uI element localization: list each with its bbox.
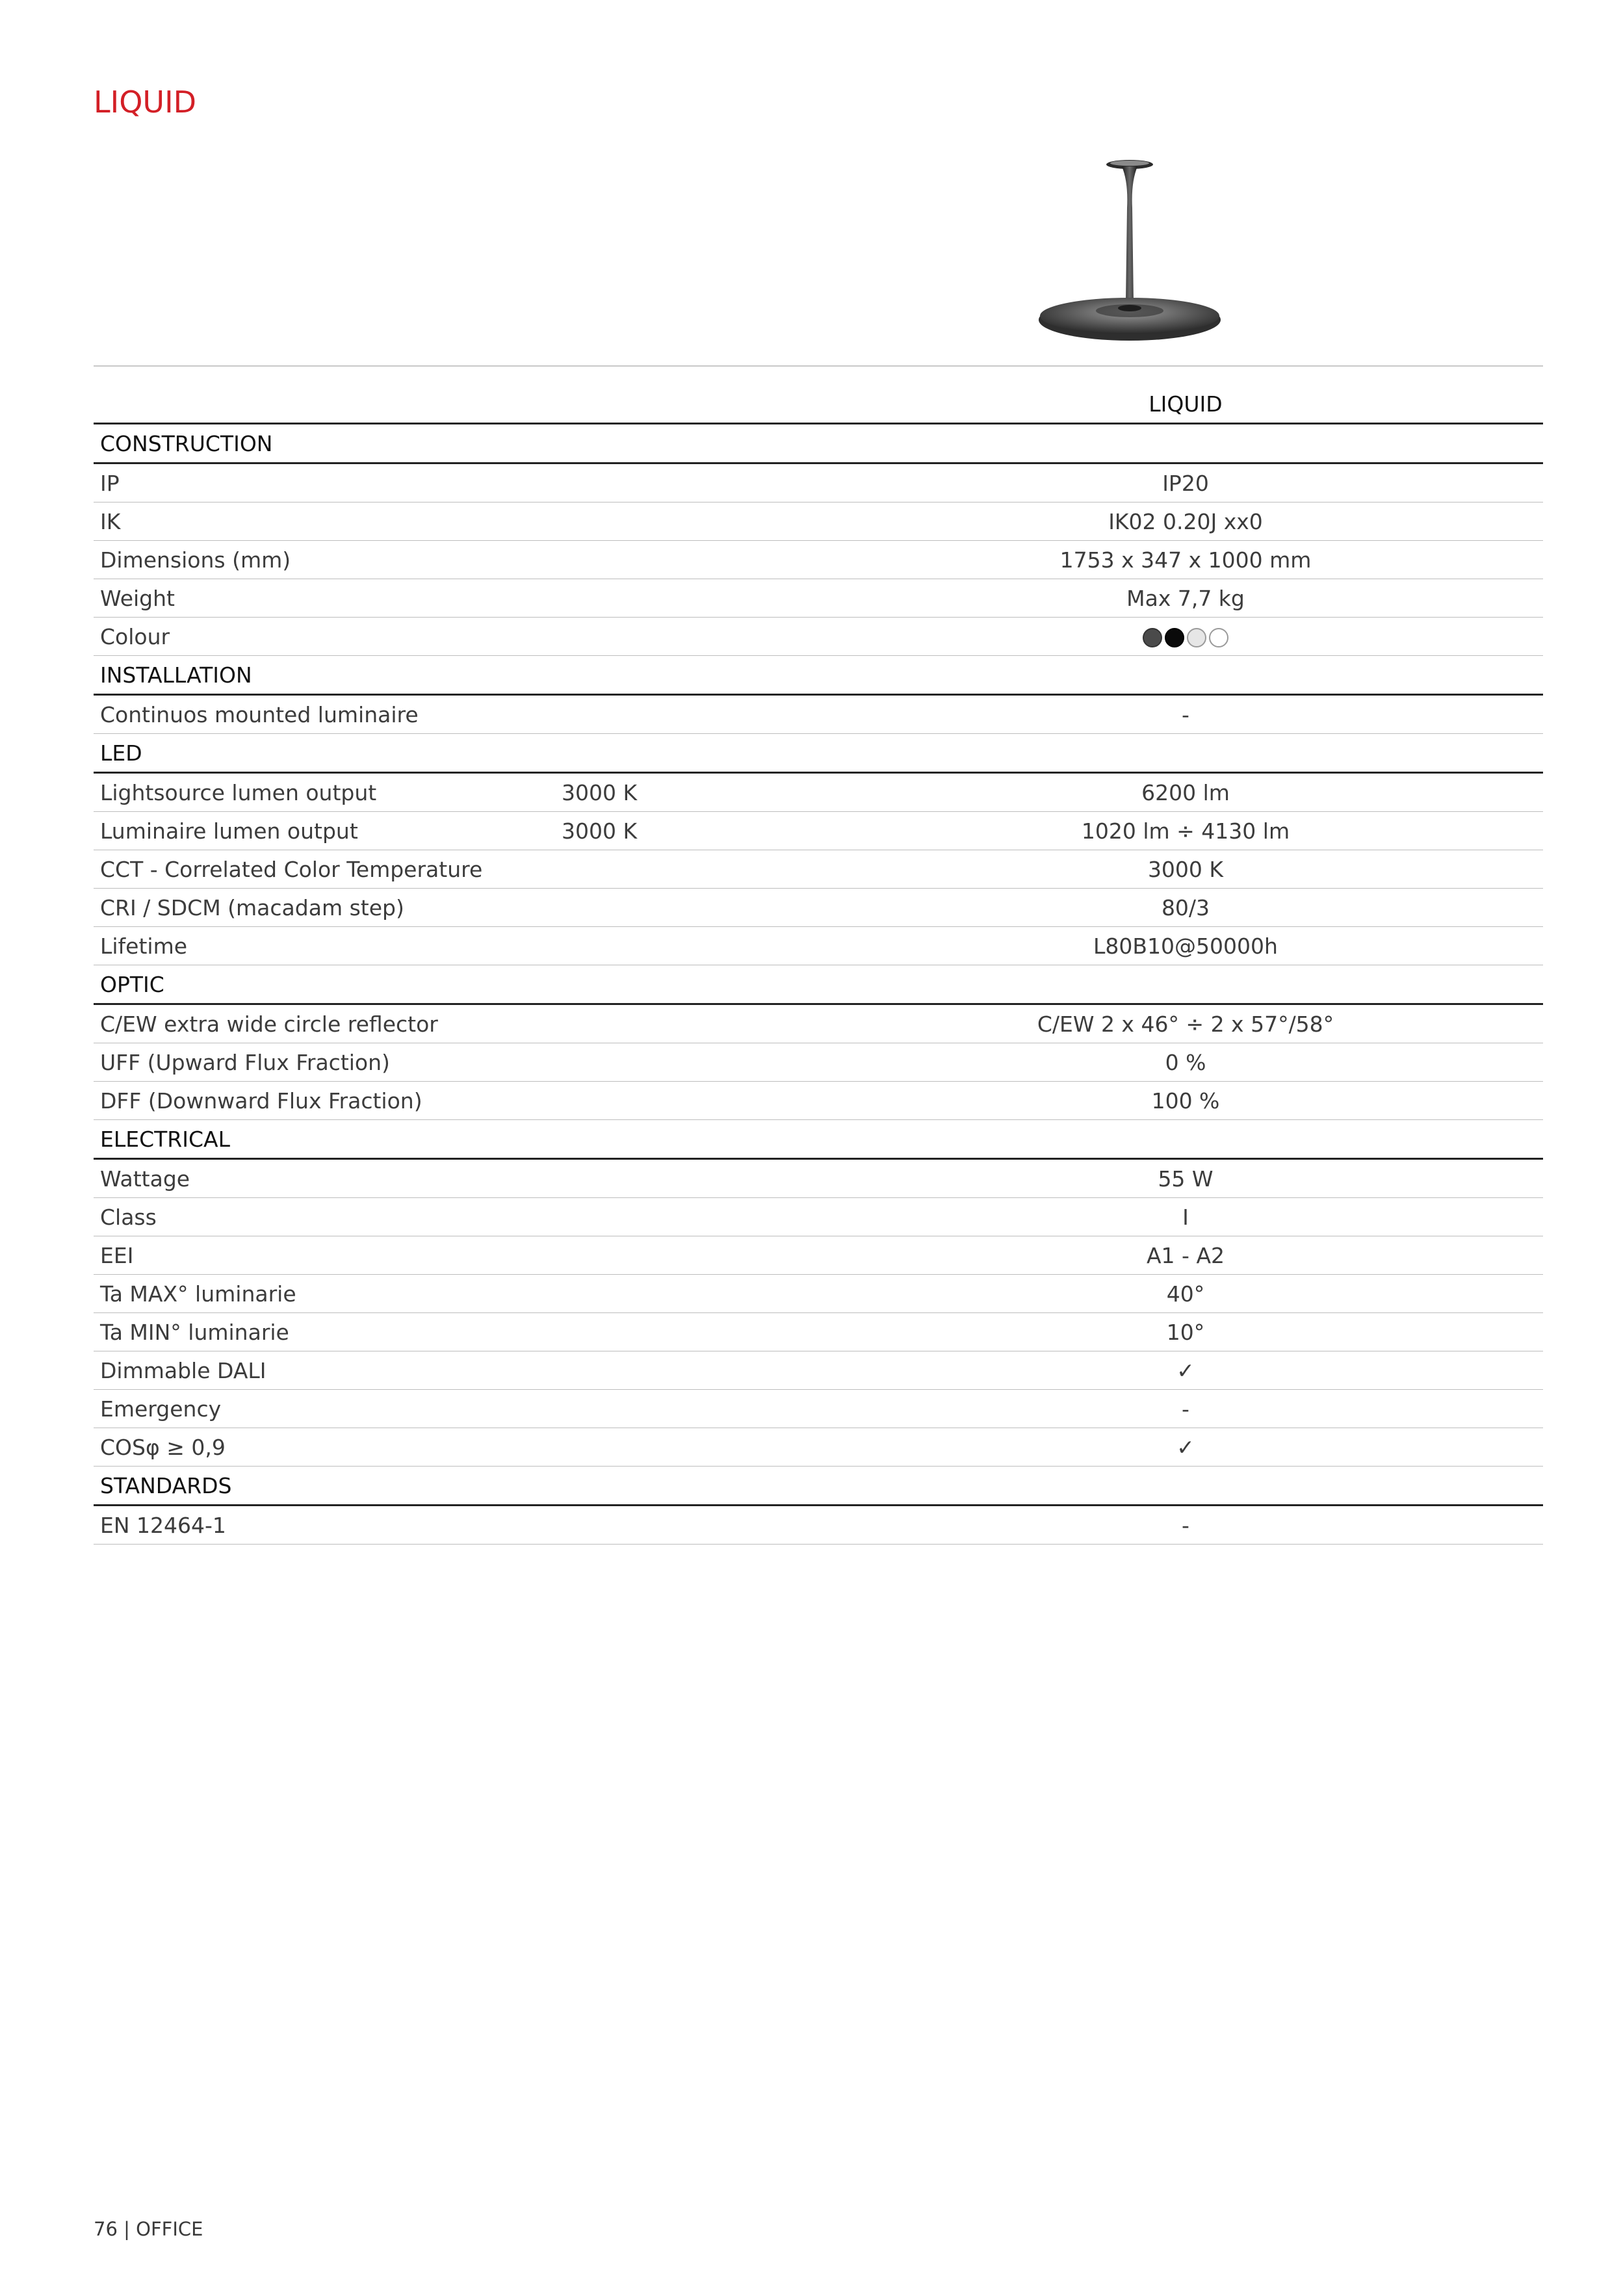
row-value: 10° xyxy=(828,1313,1543,1351)
section-header-row xyxy=(94,1120,1543,1159)
row-condition xyxy=(555,695,828,734)
section-blank-cell xyxy=(555,1120,828,1159)
section-blank-cell xyxy=(828,734,1543,773)
column-header-product: LIQUID xyxy=(828,385,1543,424)
section-blank-cell xyxy=(555,734,828,773)
page-title: LIQUID xyxy=(94,85,197,120)
section-blank-cell xyxy=(555,1467,828,1506)
table-row xyxy=(94,1351,1543,1390)
section-blank-cell xyxy=(555,424,828,463)
row-value: 80/3 xyxy=(828,889,1543,927)
row-condition xyxy=(555,1428,828,1467)
row-value: 1020 lm ÷ 4130 lm xyxy=(828,812,1543,850)
section-blank-cell xyxy=(828,424,1543,463)
pendant-lamp-image xyxy=(1027,156,1235,351)
row-condition xyxy=(555,1004,828,1043)
table-row xyxy=(94,1159,1543,1198)
row-condition: 3000 K xyxy=(555,812,828,850)
footer-separator: | xyxy=(123,2218,130,2240)
row-label: EEI xyxy=(94,1236,555,1275)
row-label: CCT - Correlated Color Temperature xyxy=(94,850,555,889)
row-label: Dimmable DALI xyxy=(94,1351,555,1390)
table-header-row xyxy=(94,385,1543,424)
section-header-row xyxy=(94,1467,1543,1506)
row-condition xyxy=(555,889,828,927)
table-row xyxy=(94,1313,1543,1351)
row-label: IP xyxy=(94,463,555,502)
row-label: COSφ ≥ 0,9 xyxy=(94,1428,555,1467)
section-title: OPTIC xyxy=(94,965,555,1004)
row-condition xyxy=(555,1351,828,1390)
row-condition xyxy=(555,618,828,656)
page-number: 76 xyxy=(94,2218,118,2240)
row-value: 40° xyxy=(828,1275,1543,1313)
row-value: 55 W xyxy=(828,1159,1543,1198)
section-title: CONSTRUCTION xyxy=(94,424,555,463)
row-value: 3000 K xyxy=(828,850,1543,889)
section-blank-cell xyxy=(828,656,1543,695)
row-label: EN 12464-1 xyxy=(94,1506,555,1545)
colour-swatch xyxy=(1143,628,1162,647)
row-condition xyxy=(555,463,828,502)
row-value: 100 % xyxy=(828,1082,1543,1120)
table-row xyxy=(94,927,1543,965)
row-label: IK xyxy=(94,502,555,541)
table-row xyxy=(94,579,1543,618)
row-label: Luminaire lumen output xyxy=(94,812,555,850)
section-header-row xyxy=(94,656,1543,695)
colour-swatch xyxy=(1209,628,1228,647)
row-label: Ta MIN° luminarie xyxy=(94,1313,555,1351)
row-condition xyxy=(555,1390,828,1428)
row-label: CRI / SDCM (macadam step) xyxy=(94,889,555,927)
table-row xyxy=(94,1198,1543,1236)
table-row xyxy=(94,1082,1543,1120)
row-value: - xyxy=(828,1506,1543,1545)
row-condition xyxy=(555,1043,828,1082)
table-row xyxy=(94,502,1543,541)
table-row xyxy=(94,850,1543,889)
row-condition: 3000 K xyxy=(555,773,828,812)
row-condition xyxy=(555,1506,828,1545)
row-condition xyxy=(555,1236,828,1275)
header-divider xyxy=(94,365,1543,367)
row-label: UFF (Upward Flux Fraction) xyxy=(94,1043,555,1082)
section-blank-cell xyxy=(828,1120,1543,1159)
section-blank-cell xyxy=(555,656,828,695)
spec-table xyxy=(94,385,1543,1545)
table-row xyxy=(94,695,1543,734)
row-condition xyxy=(555,1198,828,1236)
row-value: ✓ xyxy=(828,1428,1543,1467)
footer-section: OFFICE xyxy=(136,2218,203,2240)
section-blank-cell xyxy=(828,1467,1543,1506)
page-footer xyxy=(94,2218,203,2240)
colour-swatch xyxy=(1187,628,1206,647)
row-label: Dimensions (mm) xyxy=(94,541,555,579)
row-value: L80B10@50000h xyxy=(828,927,1543,965)
row-condition xyxy=(555,1275,828,1313)
row-label: Lifetime xyxy=(94,927,555,965)
row-condition xyxy=(555,1159,828,1198)
row-label: Class xyxy=(94,1198,555,1236)
colour-swatches xyxy=(828,618,1543,656)
table-row xyxy=(94,1506,1543,1545)
row-condition xyxy=(555,1313,828,1351)
row-value: 6200 lm xyxy=(828,773,1543,812)
table-row xyxy=(94,1275,1543,1313)
swatch-group xyxy=(1143,628,1228,647)
row-label: Weight xyxy=(94,579,555,618)
section-blank-cell xyxy=(555,965,828,1004)
table-row xyxy=(94,773,1543,812)
row-value: A1 - A2 xyxy=(828,1236,1543,1275)
row-value: IK02 0.20J xx0 xyxy=(828,502,1543,541)
row-condition xyxy=(555,1082,828,1120)
row-value: 0 % xyxy=(828,1043,1543,1082)
row-condition xyxy=(555,850,828,889)
table-row xyxy=(94,1004,1543,1043)
table-row xyxy=(94,1236,1543,1275)
row-value: IP20 xyxy=(828,463,1543,502)
section-header-row xyxy=(94,424,1543,463)
section-blank-cell xyxy=(828,965,1543,1004)
row-label: Ta MAX° luminarie xyxy=(94,1275,555,1313)
table-row xyxy=(94,1428,1543,1467)
table-row xyxy=(94,463,1543,502)
row-label: DFF (Downward Flux Fraction) xyxy=(94,1082,555,1120)
colour-swatch xyxy=(1165,628,1184,647)
row-value: Max 7,7 kg xyxy=(828,579,1543,618)
row-value: 1753 x 347 x 1000 mm xyxy=(828,541,1543,579)
row-value: I xyxy=(828,1198,1543,1236)
row-condition xyxy=(555,579,828,618)
table-row xyxy=(94,889,1543,927)
section-title: STANDARDS xyxy=(94,1467,555,1506)
row-label: Continuos mounted luminaire xyxy=(94,695,555,734)
header-blank-cell xyxy=(555,385,828,424)
row-value: C/EW 2 x 46° ÷ 2 x 57°/58° xyxy=(828,1004,1543,1043)
row-value: ✓ xyxy=(828,1351,1543,1390)
table-row xyxy=(94,812,1543,850)
section-title: ELECTRICAL xyxy=(94,1120,555,1159)
row-value: - xyxy=(828,1390,1543,1428)
table-row xyxy=(94,1043,1543,1082)
section-title: LED xyxy=(94,734,555,773)
header-blank-cell xyxy=(94,385,555,424)
table-row xyxy=(94,1390,1543,1428)
row-label: Lightsource lumen output xyxy=(94,773,555,812)
row-label: Colour xyxy=(94,618,555,656)
row-condition xyxy=(555,502,828,541)
row-value: - xyxy=(828,695,1543,734)
section-header-row xyxy=(94,965,1543,1004)
section-title: INSTALLATION xyxy=(94,656,555,695)
section-header-row xyxy=(94,734,1543,773)
row-label: Wattage xyxy=(94,1159,555,1198)
table-row xyxy=(94,618,1543,656)
table-row xyxy=(94,541,1543,579)
row-condition xyxy=(555,927,828,965)
row-condition xyxy=(555,541,828,579)
row-label: Emergency xyxy=(94,1390,555,1428)
row-label: C/EW extra wide circle reflector xyxy=(94,1004,555,1043)
